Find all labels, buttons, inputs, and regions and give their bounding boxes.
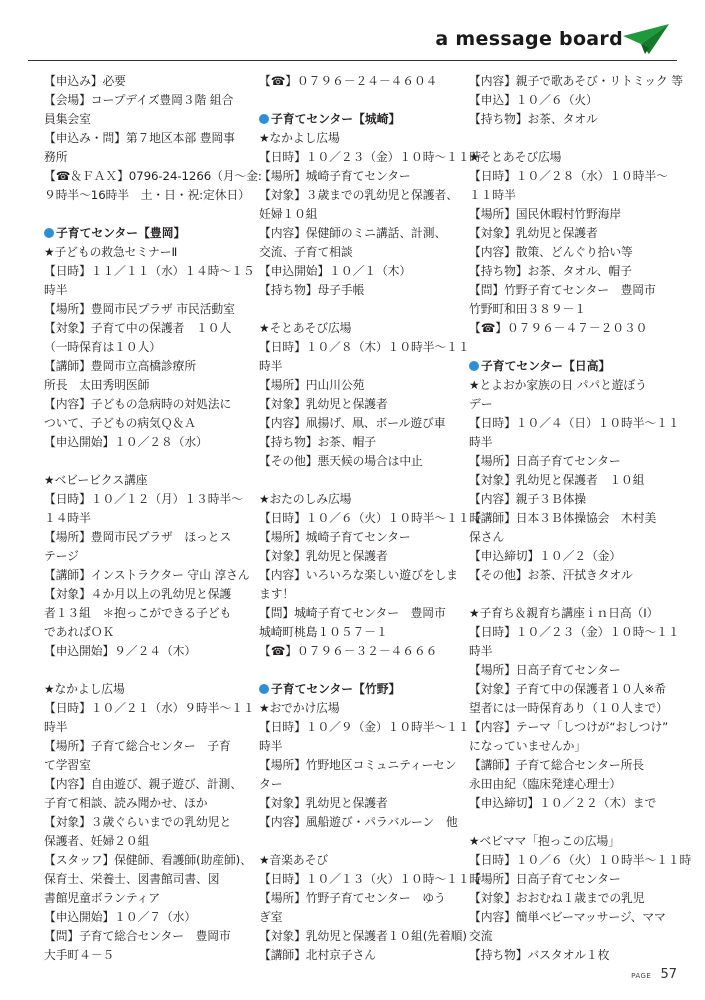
text-line: 城崎町桃島１０５７－１: [259, 625, 388, 639]
text-line: 時半: [259, 359, 283, 373]
text-line: 【場所】日高子育てセンター: [469, 872, 621, 886]
text-line: 【問】子育て総合センター 豊岡市: [44, 929, 231, 943]
text-line: 望者には一時保育あり（１０人まで）: [469, 701, 668, 715]
text-line: 保さん: [469, 530, 505, 544]
text-line: 【内容】自由遊び、親子遊び、計測、: [44, 777, 242, 791]
text-line: 【申込締切】１０／２２（木）まで: [469, 796, 657, 810]
text-line: 【日時】１０／１２（月）１３時半〜: [44, 492, 243, 506]
text-line: 【日時】１０／２３（金）１０時〜１１: [469, 625, 680, 639]
paper-plane-icon: [621, 22, 671, 56]
text-line: 【場所】豊岡市民プラザ 市民活動室: [44, 302, 235, 316]
section-heading-text: 子育てセンター【日高】: [481, 359, 611, 373]
text-line: 【持ち物】お茶、タオル、帽子: [469, 264, 632, 278]
text-line: 【対象】３歳までの乳幼児と保護者、: [259, 188, 458, 202]
text-line: 【場所】円山川公苑: [259, 378, 365, 392]
text-line: ９時半〜16時半 土・日・祝:定休日）: [44, 188, 250, 202]
spacer: [469, 813, 674, 832]
text-line: 【日時】１０／２８（水）１０時半〜: [469, 169, 668, 183]
bullet-dot-icon: [469, 361, 479, 371]
text-line: 【内容】いろいろな楽しい遊びをしま: [259, 568, 458, 582]
text-line: ★音楽あそび: [259, 853, 328, 867]
bullet-dot-icon: [259, 114, 269, 124]
text-line: 【内容】親子で歌あそび・リトミック 等: [469, 74, 683, 88]
text-line: 【講師】子育て総合センター所長: [469, 758, 644, 772]
text-line: ★おでかけ広場: [259, 701, 340, 715]
text-line: １４時半: [44, 511, 91, 525]
text-line: ★なかよし広場: [44, 682, 125, 696]
text-line: ★なかよし広場: [259, 131, 340, 145]
text-line: 【内容】散策、どんぐり拾い等: [469, 245, 633, 259]
spacer: [259, 832, 464, 851]
text-line: 【場所】城崎子育てセンター: [259, 169, 411, 183]
text-line: 【申込開始】９／２４（木）: [44, 644, 197, 658]
spacer: [469, 129, 674, 148]
column-3: [469, 72, 692, 965]
text-line: 【☎】０７９６－２４－４６０４: [259, 74, 438, 88]
text-line: ます！: [259, 587, 295, 601]
column-1: [44, 72, 262, 965]
spacer: [44, 205, 249, 224]
text-line: ★とよおか家族の日 パパと遊ぼう: [469, 378, 647, 392]
text-line: テージ: [44, 549, 79, 563]
text-line: 【持ち物】母子手帳: [259, 283, 365, 297]
text-line: 竹野町和田３８９－１: [469, 302, 586, 316]
spacer: [469, 585, 674, 604]
text-line: 【日時】１０／４（日）１０時半〜１１: [469, 416, 680, 430]
text-line: 時半: [469, 644, 493, 658]
text-line: 員集会室: [44, 112, 91, 126]
text-line: 【場所】城崎子育てセンター: [259, 530, 411, 544]
text-line: 【内容】親子３Ｂ体操: [469, 492, 586, 506]
text-line: ついて、子どもの病気Ｑ＆Ａ: [44, 416, 196, 430]
text-line: 【会場】コープデイズ豊岡３階 組合: [44, 93, 234, 107]
text-line: であればＯＫ: [44, 625, 115, 639]
text-line: 妊婦１０組: [259, 207, 318, 221]
text-line: 【日時】１１／１１（水）１４時〜１５: [44, 264, 255, 278]
page-footer: [631, 963, 677, 982]
text-line: 【対象】乳幼児と保護者 １０組: [469, 473, 645, 487]
page-header: [0, 22, 705, 62]
page-label: PAGE: [631, 972, 652, 980]
text-line: 【日時】１０／９（金）１０時半〜１１: [259, 720, 470, 734]
text-line: 【問】竹野子育てセンター 豊岡市: [469, 283, 656, 297]
text-line: 【講師】インストラクター 守山 淳さん: [44, 568, 250, 582]
text-line: 大手町４－５: [44, 948, 115, 962]
text-line: 【その他】お茶、汗拭きタオル: [469, 568, 633, 582]
text-line: ★ベビービクス講座: [44, 473, 148, 487]
text-line: 【内容】簡単ベビーマッサージ、ママ: [469, 910, 666, 924]
text-line: １１時半: [469, 188, 516, 202]
header-title: a message board: [435, 28, 623, 50]
bullet-dot-icon: [44, 228, 54, 238]
text-line: ★ベビママ「抱っこの広場」: [469, 834, 620, 848]
text-line: 【申込開始】１０／１（木）: [259, 264, 412, 278]
text-line: 【場所】竹野子育てセンター ゆう: [259, 891, 446, 905]
spacer: [259, 91, 464, 110]
text-line: 永田由紀（臨床発達心理士）: [469, 777, 622, 791]
text-line: ★子どもの救急セミナーⅡ: [44, 245, 178, 259]
text-line: ぎ室: [259, 910, 283, 924]
text-line: 【日時】１０／１３（火）１０時〜１１時: [259, 872, 482, 886]
text-line: 【内容】風船遊び・パラバルーン 他: [259, 815, 458, 829]
text-line: 【持ち物】お茶、帽子: [259, 435, 376, 449]
text-line: ★そとあそび広場: [469, 150, 562, 164]
section-heading: [259, 680, 464, 699]
text-line: 【講師】日本３Ｂ体操協会 木村美: [469, 511, 657, 525]
text-line: 【内容】テーマ「しつけが“おしつけ”: [469, 720, 669, 734]
text-line: 時半: [259, 739, 283, 753]
bullet-dot-icon: [259, 684, 269, 694]
text-line: 【内容】子どもの急病時の対処法に: [44, 397, 232, 411]
text-line: 【☎】０７９６－４７－２０３０: [469, 321, 648, 335]
text-line: 【持ち物】バスタオル１枚: [469, 948, 610, 962]
text-line: 【対象】乳幼児と保護者１０組(先着順): [259, 929, 467, 943]
text-line: 【申込み・問】第７地区本部 豊岡事: [44, 131, 235, 145]
spacer: [259, 661, 464, 680]
text-line: 【対象】子育て中の保護者 １０人: [44, 321, 232, 335]
text-line: 【内容】保健師のミニ講話、計測、: [259, 226, 447, 240]
section-heading-text: 子育てセンター【竹野】: [271, 682, 401, 696]
text-line: 【対象】子育て中の保護者１０人※希: [469, 682, 666, 696]
header-rule: [28, 60, 677, 61]
text-line: 【☎】０７９６－３２－４６６６: [259, 644, 438, 658]
text-line: 所長 太田秀明医師: [44, 378, 150, 392]
text-line: 者１３組 ＊抱っこができる子ども: [44, 606, 232, 620]
text-line: 【内容】凧揚げ、凧、ボール遊び車: [259, 416, 446, 430]
text-line: 書館児童ボランティア: [44, 891, 161, 905]
text-line: 【日時】１０／２３（金）１０時〜１１時: [259, 150, 482, 164]
text-line: 【講師】豊岡市立高橋診療所: [44, 359, 197, 373]
text-line: 時半: [44, 720, 68, 734]
text-line: 【対象】乳幼児と保護者: [259, 397, 388, 411]
text-line: 【問】城崎子育てセンター 豊岡市: [259, 606, 446, 620]
text-line: 【日時】１０／６（火）１０時半〜１１時: [469, 853, 692, 867]
text-line: 【日時】１０／２１（水）９時半〜１１: [44, 701, 255, 715]
text-line: 【対象】乳幼児と保護者: [469, 226, 598, 240]
section-heading: [44, 224, 249, 243]
text-line: 【場所】日高子育てセンター: [469, 663, 621, 677]
text-line: 保護者、妊婦２０組: [44, 834, 150, 848]
text-line: 【対象】４か月以上の乳幼児と保護: [44, 587, 232, 601]
text-line: ★そとあそび広場: [259, 321, 352, 335]
text-line: ター: [259, 777, 283, 791]
text-line: 務所: [44, 150, 68, 164]
message-board-columns: [44, 72, 692, 962]
text-line: 交流、子育て相談: [259, 245, 353, 259]
spacer: [44, 661, 249, 680]
spacer: [469, 338, 674, 357]
text-line: 【対象】３歳ぐらいまでの乳幼児と: [44, 815, 232, 829]
page-number: 57: [660, 967, 677, 982]
spacer: [259, 300, 464, 319]
text-line: になっていませんか」: [469, 739, 586, 753]
text-line: 【場所】子育て総合センター 子育: [44, 739, 231, 753]
text-line: （一時保育は１０人）: [44, 340, 161, 354]
text-line: ★おたのしみ広場: [259, 492, 352, 506]
text-line: 【対象】乳幼児と保護者: [259, 796, 388, 810]
section-heading-text: 子育てセンター【豊岡】: [56, 226, 186, 240]
text-line: 時半: [44, 283, 68, 297]
text-line: 【対象】おおむね１歳までの乳児: [469, 891, 645, 905]
text-line: 【その他】悪天候の場合は中止: [259, 454, 423, 468]
text-line: 【申込開始】１０／７（水）: [44, 910, 197, 924]
text-line: 【場所】国民休暇村竹野海岸: [469, 207, 622, 221]
text-line: 【場所】豊岡市民プラザ ほっとス: [44, 530, 232, 544]
text-line: 【持ち物】お茶、タオル: [469, 112, 598, 126]
text-line: 子育て相談、読み聞かせ、ほか: [44, 796, 208, 810]
text-line: て学習室: [44, 758, 91, 772]
text-line: 【日時】１０／６（火）１０時半〜１１時: [259, 511, 482, 525]
section-heading: [259, 110, 464, 129]
text-line: 【講師】北村京子さん: [259, 948, 376, 962]
text-line: 【☎＆ＦＡＸ】0796-24-1266（月〜金:: [44, 169, 262, 183]
spacer: [44, 452, 249, 471]
text-line: 【申込締切】１０／２（金）: [469, 549, 622, 563]
text-line: デー: [469, 397, 493, 411]
text-line: 【場所】竹野地区コミュニティーセン: [259, 758, 457, 772]
text-line: 保育士、栄養士、図書館司書、図: [44, 872, 220, 886]
text-line: 時半: [469, 435, 493, 449]
text-line: 【対象】乳幼児と保護者: [259, 549, 388, 563]
section-heading: [469, 357, 674, 376]
text-line: 【申込開始】１０／２８（水）: [44, 435, 208, 449]
text-line: 交流: [469, 929, 493, 943]
spacer: [259, 471, 464, 490]
section-heading-text: 子育てセンター【城崎】: [271, 112, 401, 126]
text-line: 【申込み】必要: [44, 74, 126, 88]
text-line: ★子育ち＆親育ち講座ｉｎ日高（Ⅰ）: [469, 606, 659, 620]
text-line: 【申込】１０／６（火）: [469, 93, 598, 107]
text-line: 【場所】日高子育てセンター: [469, 454, 621, 468]
text-line: 【スタッフ】保健師、看護師(助産師)、: [44, 853, 252, 867]
text-line: 【日時】１０／８（木）１０時半〜１１: [259, 340, 470, 354]
